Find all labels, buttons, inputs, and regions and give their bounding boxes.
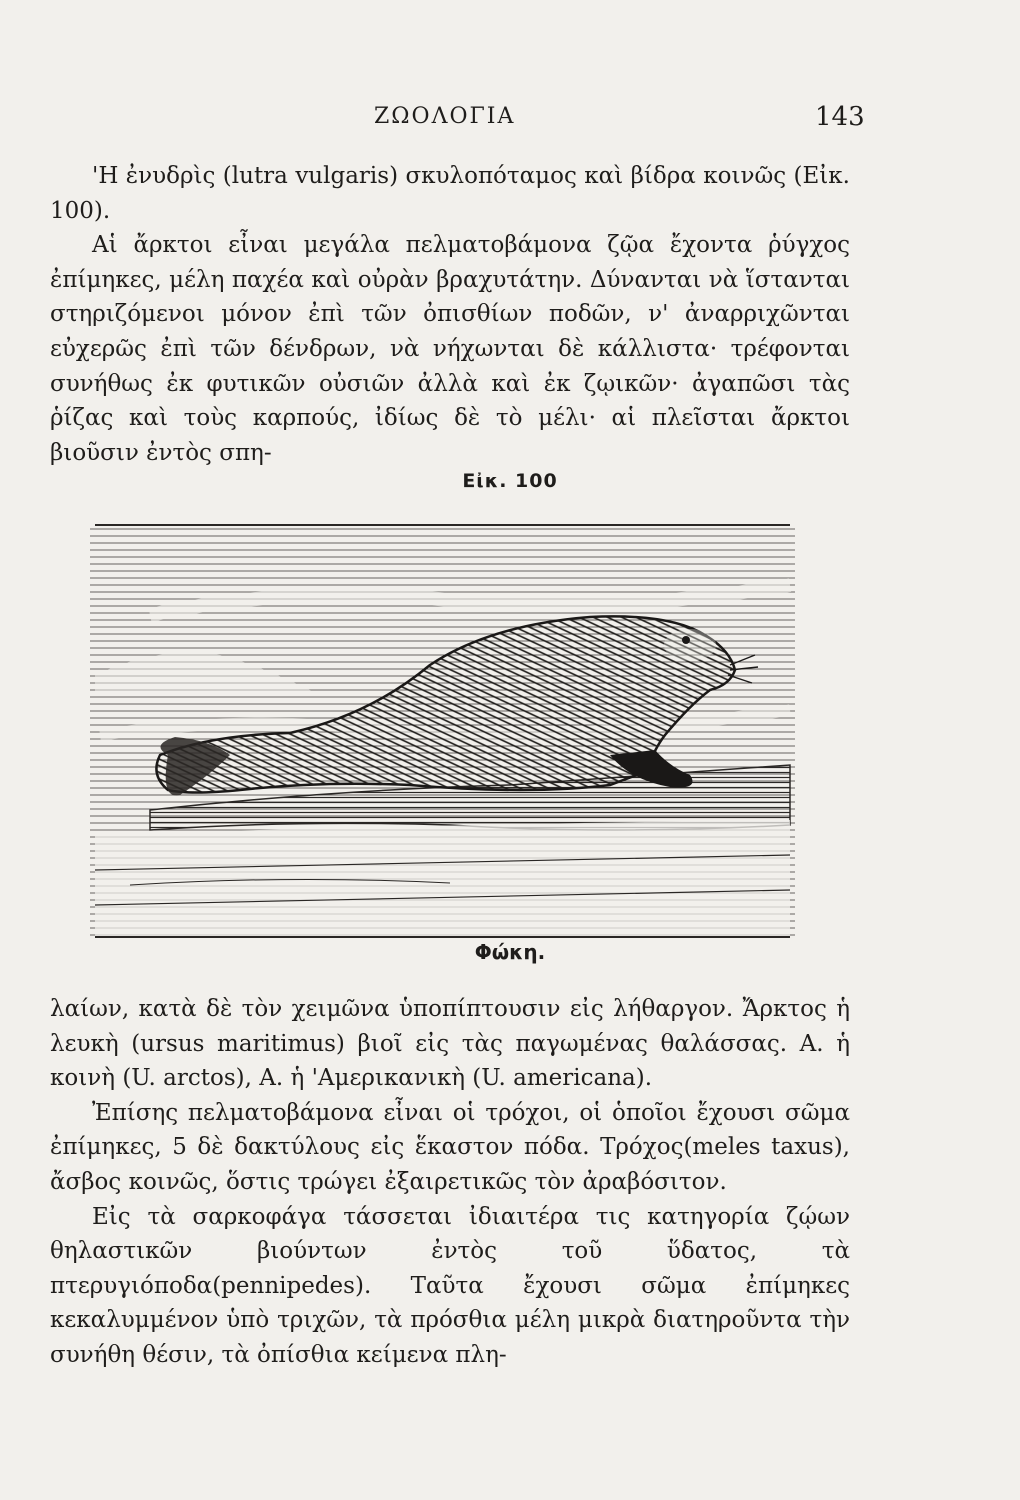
paragraph: λαίων, κατὰ δὲ τὸν χειμῶνα ὑποπίπτουσιν εἰς λήθαργον. Ἄρκτος ἡ λευκὴ (ursus maritimus) βιοῖ εἰς τὰς παγωμένας θαλάσσας. Α. ἡ κοινὴ (U. arctos), Α. ἡ 'Αμερικανικὴ (U. americana).: [50, 996, 850, 1092]
paragraph: 'Η ἐνυδρὶς (lutra vulgaris) σκυλοπόταμος καὶ βίδρα κοινῶς (Εἰκ. 100).: [50, 163, 850, 224]
figure-caption: Φώκη.: [474, 940, 546, 964]
seal-engraving-illustration: [90, 505, 795, 940]
paragraph: Εἰς τὰ σαρκοφάγα τάσσεται ἰδιαιτέρα τις κατηγορία ζῴων θηλαστικῶν βιούντων ἐντὸς τοῦ ὕδατος, τὰ πτερυγιόποδα(pennipedes). Ταῦτα ἔχουσι σῶμα ἐπίμηκες κεκαλυμμένον ὑπὸ τριχῶν, τὰ πρόσθια μέλη μικρὰ διατηροῦντα τὴν συνήθη θέσιν, τὰ ὀπίσθια κείμενα πλη-: [50, 1203, 850, 1368]
paragraph: Ἐπίσης πελματοβάμονα εἶναι οἱ τρόχοι, οἱ ὁποῖοι ἔχουσι σῶμα ἐπίμηκες, 5 δὲ δακτύλους εἰς ἕκαστον πόδα. Τρόχος(meles taxus), ἄσβος κοινῶς, ὅστις τρώγει ἐξαιρετικῶς τὸν ἀραβόσιτον.: [50, 1099, 850, 1195]
text-block-bottom: [50, 992, 850, 1373]
paragraph: Αἱ ἄρκτοι εἶναι μεγάλα πελματοβάμονα ζῷα ἔχοντα ῥύγχος ἐπίμηκες, μέλη παχέα καὶ οὐρὰν βραχυτάτην. Δύνανται νὰ ἵστανται στηριζόμενοι μόνον ἐπὶ τῶν ὀπισθίων ποδῶν, ν' ἀναρριχῶνται εὐχερῶς ἐπὶ τῶν δένδρων, νὰ νήχωνται δὲ κάλλιστα· τρέφονται συνήθως ἐκ φυτικῶν οὐσιῶν ἀλλὰ καὶ ἐκ ζῳικῶν· ἀγαπῶσι τὰς ῥίζας καὶ τοὺς καρπούς, ἰδίως δὲ τὸ μέλι· αἱ πλεῖσται ἄρκτοι βιοῦσιν ἐντὸς σπη-: [50, 232, 850, 466]
running-head: [0, 104, 1020, 144]
page-number: 143: [815, 102, 865, 132]
figure-label: Εἰκ. 100: [462, 470, 558, 492]
running-title: ΖΩΟΛΟΓΙΑ: [374, 104, 516, 129]
text-block-top: [50, 159, 850, 470]
